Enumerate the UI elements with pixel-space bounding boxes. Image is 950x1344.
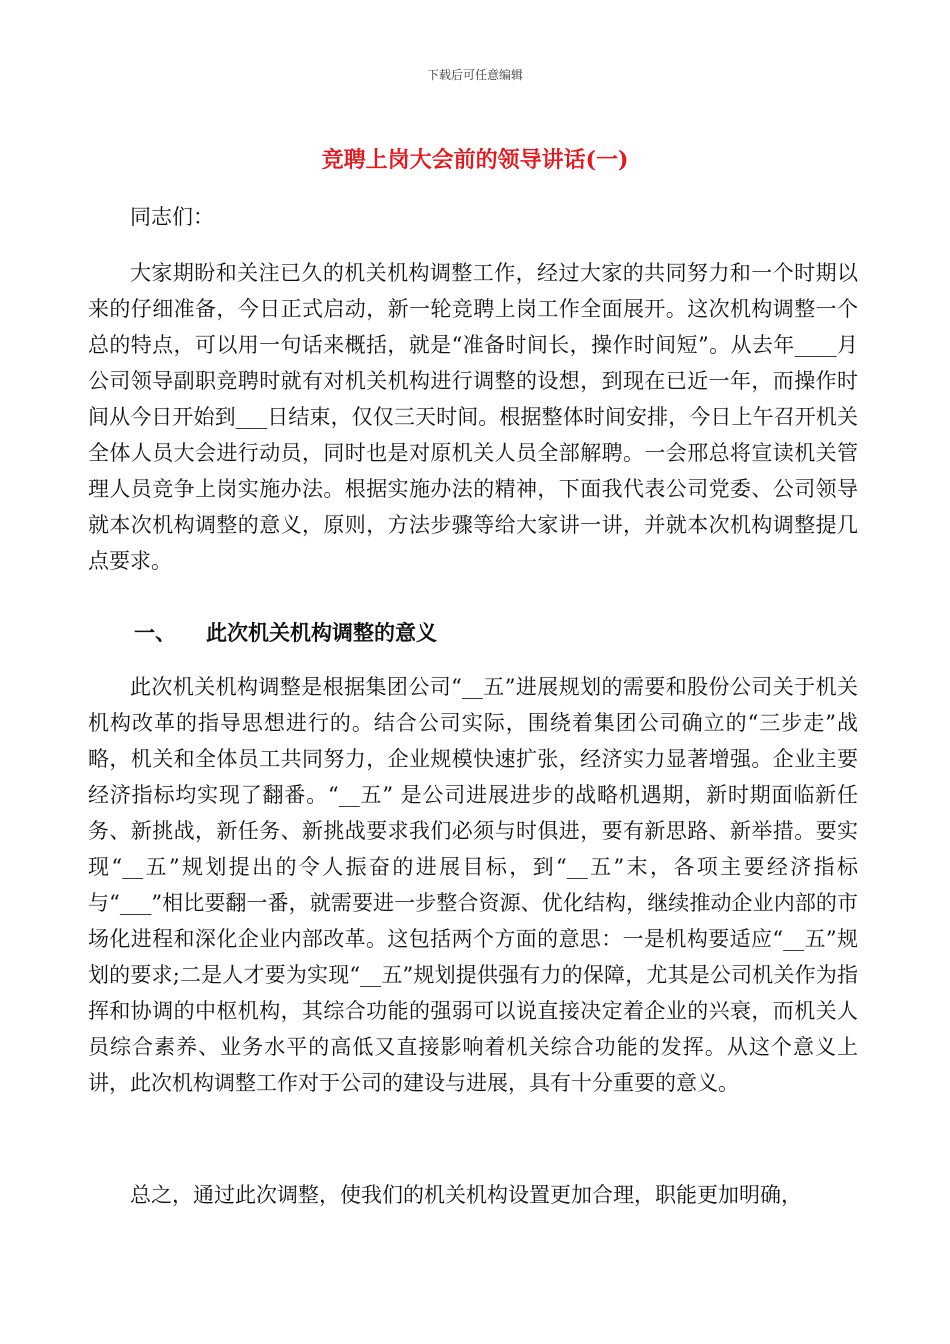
section-number: 一、 (134, 620, 176, 645)
greeting: 同志们： (130, 205, 214, 229)
document-title: 竞聘上岗大会前的领导讲话(一) (321, 147, 629, 173)
header-note: 下载后可任意编辑 (426, 68, 523, 82)
paragraph-summary: 总之，通过此次调整，使我们的机关机构设置更加合理，职能更加明确， (130, 1183, 802, 1207)
paragraph-intro: 大家期盼和关注已久的机关机构调整工作，经过大家的共同努力和一个时期以来的仔细准备，今日正式启动，新一轮竞聘上岗工作全面展开。这次机构调整一个总的特点，可以用一句话来概括，就是“准备时间长，操作时间短”。从去年____月公司领导副职竞聘时就有对机关机构进行调整的设想，到现在已近一年，而操作时间从今日开始到___日结束，仅仅三天时间。根据整体时间安排，今日上午召开机关全体人员大会进行动员，同时也是对原机关人员全部解聘。一会邢总将宣读机关管理人员竞争上岗实施办法。根据实施办法的精神，下面我代表公司党委、公司领导就本次机构调整的意义，原则，方法步骤等给大家讲一讲，并就本次机构调整提几点要求。 (88, 261, 858, 573)
section-heading (134, 615, 437, 651)
paragraph-significance: 此次机关机构调整是根据集团公司“__五”进展规划的需要和股份公司关于机关机构改革的指导思想进行的。结合公司实际，围绕着集团公司确立的“三步走”战略，机关和全体员工共同努力，企业规模快速扩张，经济实力显著增强。企业主要经济指标均实现了翻番。“__五” 是公司进展进步的战略机遇期，新时期面临新任务、新挑战，新任务、新挑战要求我们必须与时俱进，要有新思路、新举措。要实现“__五”规划提出的令人振奋的进展目标，到“__五”末，各项主要经济指标与“___”相比要翻一番，就需要进一步整合资源、优化结构，继续推动企业内部的市场化进程和深化企业内部改革。这包括两个方面的意思：一是机构要适应“__五”规划的要求;二是人才要为实现“__五”规划提供强有力的保障，尤其是公司机关作为指挥和协调的中枢机构，其综合功能的强弱可以说直接决定着企业的兴衰，而机关人员综合素养、业务水平的高低又直接影响着机关综合功能的发挥。从这个意义上讲，此次机构调整工作对于公司的建设与进展，具有十分重要的意义。 (88, 675, 858, 1095)
section-title: 此次机关机构调整的意义 (206, 620, 437, 645)
